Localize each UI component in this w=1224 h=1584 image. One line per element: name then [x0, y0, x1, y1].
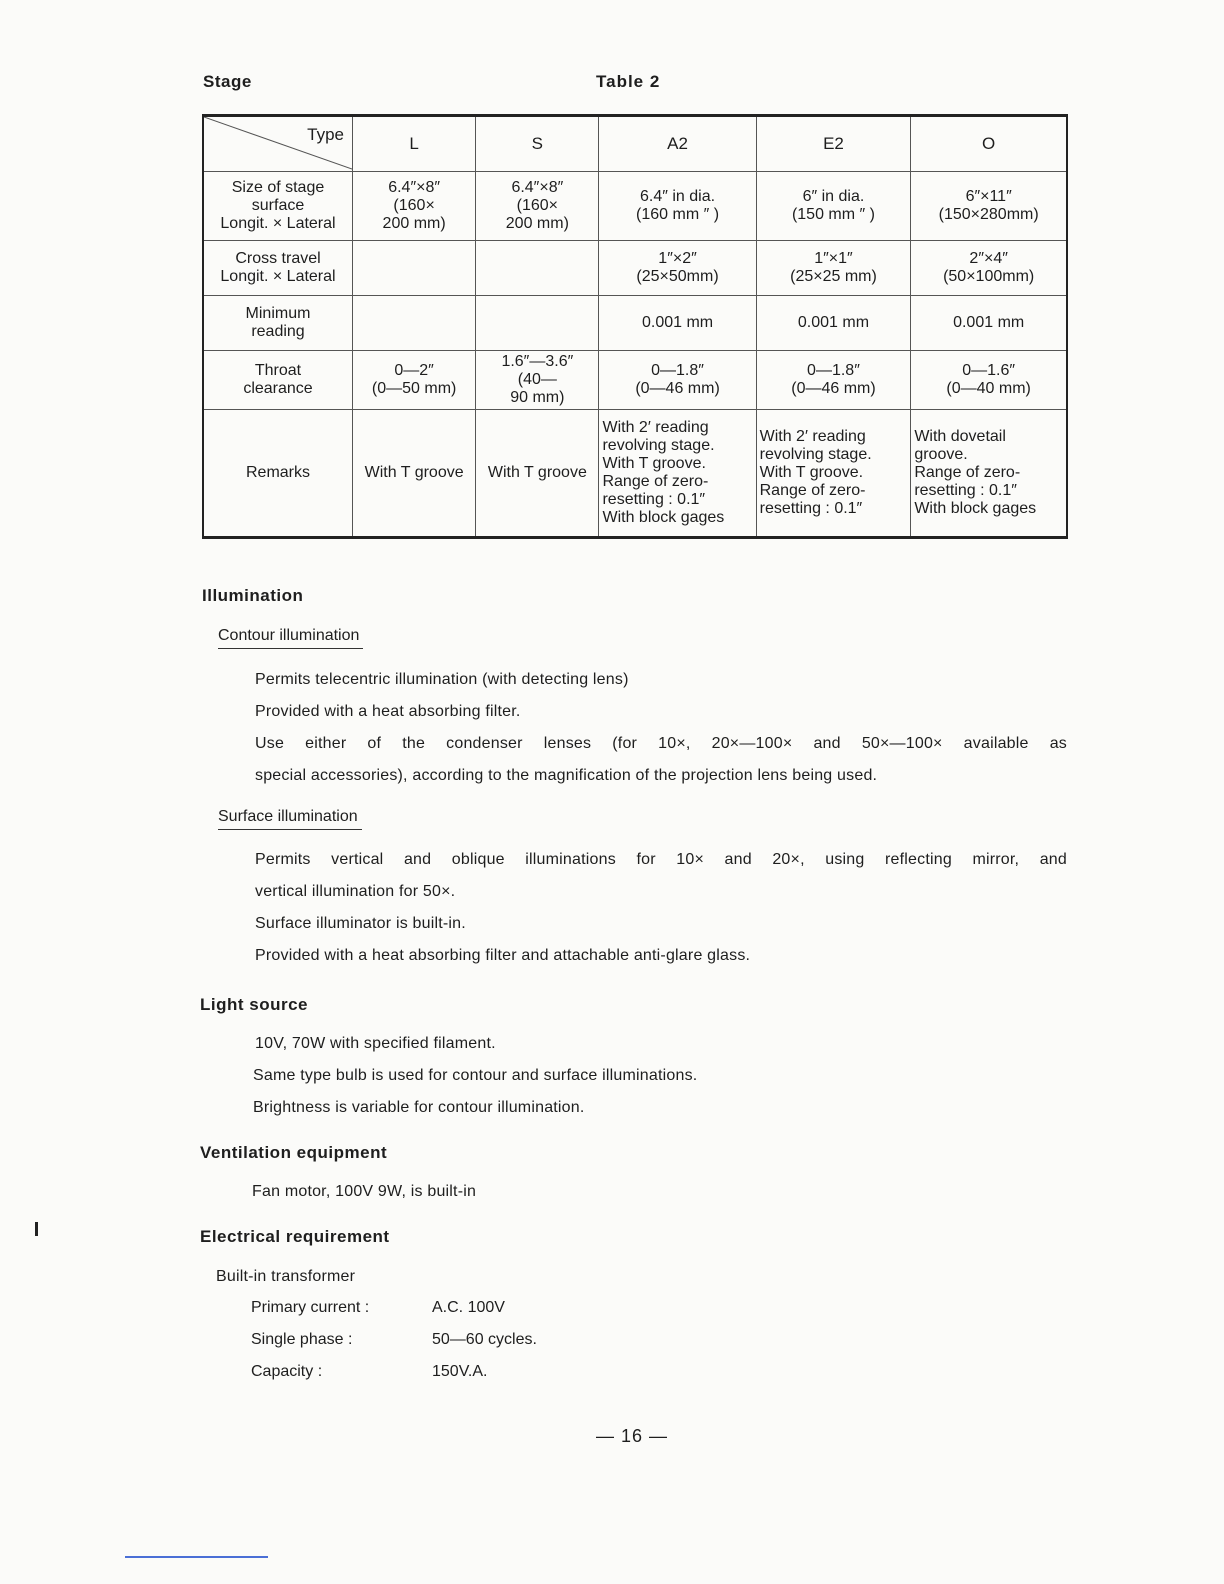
paragraph-line: 10V, 70W with specified filament.: [255, 1035, 496, 1052]
table-cell: With T groove: [476, 410, 599, 538]
margin-mark: [35, 1222, 38, 1236]
row-label: [203, 351, 353, 410]
page-number: — 16 —: [596, 1426, 669, 1446]
cell-line: 1″×1″: [814, 250, 853, 267]
cell-line: 200 mm): [505, 215, 569, 232]
column-header-S: S: [476, 116, 599, 172]
table-cell: [911, 172, 1067, 241]
cell-line: 1″×2″: [658, 250, 697, 267]
table-cell: [756, 241, 911, 296]
cell-line: (160×: [516, 197, 559, 214]
label-line: Longit. × Lateral: [220, 268, 336, 285]
paragraph-line: Use either of the condenser lenses (for 10×, 20×—100× and 50×—100× available as: [255, 735, 1067, 752]
cell-line: Range of zero-: [602, 473, 709, 490]
cell-line: revolving stage.: [759, 446, 872, 463]
transformer-line: Built-in transformer: [216, 1268, 356, 1285]
cell-line: 2″×4″: [969, 250, 1008, 267]
paragraph-line: Fan motor, 100V 9W, is built-in: [252, 1183, 477, 1200]
paragraph-line: Same type bulb is used for contour and surface illuminations.: [253, 1067, 698, 1084]
cell-line: 0—2″: [394, 362, 434, 379]
type-header-cell: [203, 116, 353, 172]
table-cell: With T groove: [353, 410, 476, 538]
cell-line: 6.4″×8″: [511, 179, 564, 196]
row-label: [203, 241, 353, 296]
cell-line: With T groove.: [602, 455, 706, 472]
stage-heading: Stage: [203, 72, 252, 91]
cell-line: 1.6″—3.6″: [501, 353, 574, 370]
table-cell: [353, 172, 476, 241]
surface-illumination-subheading: Surface illumination: [218, 808, 362, 830]
label-line: clearance: [243, 380, 313, 397]
column-header-L: L: [353, 116, 476, 172]
column-header-E2: E2: [756, 116, 911, 172]
table-cell-empty: [353, 241, 476, 296]
cell-line: With 2′ reading: [602, 419, 709, 436]
cell-line: (40—: [517, 371, 557, 388]
cell-line: resetting : 0.1″: [914, 482, 1017, 499]
cell-line: 0—1.8″: [807, 362, 860, 379]
cell-line: 90 mm): [510, 389, 565, 406]
cell-line: (150 mm ″ ): [791, 206, 875, 223]
cell-line: 6.4″ in dia.: [640, 188, 716, 205]
cell-line: (0—46 mm): [635, 380, 720, 397]
table-cell: [911, 410, 1067, 538]
cell-line: (0—40 mm): [946, 380, 1031, 397]
cell-line: With 2′ reading: [759, 428, 866, 445]
cell-line: groove.: [914, 446, 968, 463]
type-label: Type: [307, 125, 344, 144]
table-row: [203, 296, 1067, 351]
table-row: [203, 241, 1067, 296]
table-cell: [756, 172, 911, 241]
spec-label: Primary current :: [251, 1299, 370, 1316]
label-line: surface: [251, 197, 305, 214]
column-header-A2: A2: [599, 116, 756, 172]
table-cell: [599, 351, 756, 410]
cell-line: revolving stage.: [602, 437, 715, 454]
illumination-heading: Illumination: [202, 586, 304, 605]
table-row: [203, 172, 1067, 241]
ventilation-heading: Ventilation equipment: [200, 1143, 388, 1162]
table-cell: 0.001 mm: [599, 296, 756, 351]
table-cell: [476, 172, 599, 241]
cell-line: (160×: [393, 197, 435, 214]
label-line: Cross travel: [235, 250, 321, 267]
paragraph-line: Permits telecentric illumination (with detecting lens): [255, 671, 629, 688]
cell-line: (0—46 mm): [791, 380, 876, 397]
spec-label: Capacity :: [251, 1363, 323, 1380]
table-cell: [756, 410, 911, 538]
cell-line: Range of zero-: [759, 482, 866, 499]
table-cell: [911, 241, 1067, 296]
cell-line: (50×100mm): [943, 268, 1035, 285]
paragraph-line: Surface illuminator is built-in.: [255, 915, 466, 932]
table-cell: [476, 351, 599, 410]
spec-value: 150V.A.: [432, 1363, 488, 1380]
label-line: reading: [251, 323, 305, 340]
cell-line: 6″ in dia.: [802, 188, 865, 205]
row-label: Remarks: [203, 410, 353, 538]
cell-line: 6.4″×8″: [388, 179, 441, 196]
column-header-O: O: [911, 116, 1067, 172]
cell-line: 0—1.8″: [651, 362, 704, 379]
contour-illumination-subheading: Contour illumination: [218, 627, 363, 649]
table-cell-empty: [476, 241, 599, 296]
spec-label: Single phase :: [251, 1331, 353, 1348]
cell-line: With block gages: [602, 509, 725, 526]
bottom-rule: [125, 1556, 268, 1558]
table-row: [203, 410, 1067, 538]
table-cell-empty: [353, 296, 476, 351]
cell-line: With T groove.: [759, 464, 864, 481]
paragraph-line: special accessories), according to the magnification of the projection lens being used.: [255, 767, 878, 784]
table-header-row: [203, 116, 1067, 172]
cell-line: (25×50mm): [636, 268, 719, 285]
electrical-heading: Electrical requirement: [200, 1227, 390, 1246]
paragraph-line: Permits vertical and oblique illuminations for 10× and 20×, using reflecting mirror, and: [255, 851, 1067, 868]
cell-line: resetting : 0.1″: [759, 500, 863, 517]
cell-line: Range of zero-: [914, 464, 1021, 481]
table-cell: [911, 351, 1067, 410]
cell-line: 6″×11″: [965, 188, 1012, 205]
table-cell: 0.001 mm: [756, 296, 911, 351]
cell-line: With block gages: [914, 500, 1037, 517]
paragraph-line: Provided with a heat absorbing filter.: [255, 703, 521, 720]
label-line: Size of stage: [231, 179, 325, 196]
paragraph-line: Provided with a heat absorbing filter and attachable anti-glare glass.: [255, 947, 751, 964]
cell-line: 200 mm): [382, 215, 446, 232]
stage-spec-table: [202, 114, 1068, 539]
label-line: Throat: [254, 362, 302, 379]
paragraph-line: vertical illumination for 50×.: [255, 883, 456, 900]
table-cell-empty: [476, 296, 599, 351]
cell-line: (25×25 mm): [790, 268, 877, 285]
row-label: [203, 172, 353, 241]
table-cell: [599, 172, 756, 241]
cell-line: (0—50 mm): [371, 380, 457, 397]
table-cell: [599, 410, 756, 538]
cell-line: (160 mm ″ ): [636, 206, 720, 223]
label-line: Minimum: [245, 305, 311, 322]
table-cell: [756, 351, 911, 410]
cell-line: With dovetail: [914, 428, 1006, 445]
cell-line: (150×280mm): [938, 206, 1039, 223]
paragraph-line: Brightness is variable for contour illumination.: [253, 1099, 585, 1116]
row-label: [203, 296, 353, 351]
cell-line: resetting : 0.1″: [602, 491, 706, 508]
table-cell: [353, 351, 476, 410]
spec-value: 50—60 cycles.: [432, 1331, 537, 1348]
table-title: Table 2: [596, 72, 661, 91]
table-row: [203, 351, 1067, 410]
table-cell: 0.001 mm: [911, 296, 1067, 351]
table-cell: [599, 241, 756, 296]
light-source-heading: Light source: [200, 995, 309, 1014]
label-line: Longit. × Lateral: [220, 215, 336, 232]
spec-value: A.C. 100V: [432, 1299, 505, 1316]
cell-line: 0—1.6″: [962, 362, 1016, 379]
